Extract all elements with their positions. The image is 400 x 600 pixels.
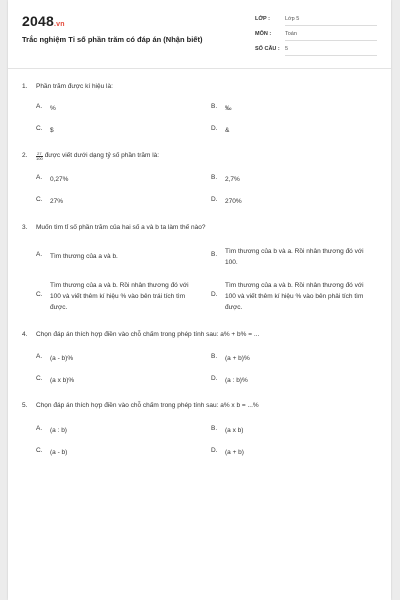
option-text: 27% — [50, 198, 64, 205]
count-value: 5 — [285, 46, 289, 52]
question-5 — [22, 402, 377, 409]
option-text: (a - b) — [50, 449, 68, 456]
worksheet-page — [8, 0, 391, 600]
option-letter: C. — [36, 291, 43, 298]
option-text: 270% — [225, 198, 242, 205]
logo-text: 2048 — [22, 13, 54, 29]
option-letter: D. — [211, 125, 218, 132]
option-letter: A. — [36, 425, 43, 432]
option-text: % — [50, 105, 56, 112]
option-letter: D. — [211, 196, 218, 203]
option-text: (a : b) — [50, 427, 67, 434]
option-letter: D. — [211, 291, 218, 298]
class-value: Lớp 5 — [285, 16, 300, 22]
question-number: 3. — [22, 224, 28, 231]
question-number: 2. — [22, 152, 28, 159]
option-letter: A. — [36, 174, 43, 181]
count-label: SỐ CÂU : — [255, 46, 280, 52]
option-text: (a : b)% — [225, 377, 248, 384]
class-underline — [285, 25, 377, 26]
option-letter: B. — [211, 251, 218, 258]
option-text: $ — [50, 127, 54, 134]
question-3 — [22, 224, 377, 231]
option-text: (a + b)% — [225, 355, 250, 362]
question-4 — [22, 331, 377, 338]
option-text: (a + b) — [225, 449, 244, 456]
option-text: (a x b) — [225, 427, 244, 434]
option-text: 0,27% — [50, 176, 69, 183]
question-number: 1. — [22, 83, 28, 90]
option-letter: D. — [211, 447, 218, 454]
question-number: 4. — [22, 331, 28, 338]
logo-tld: .vn — [53, 21, 65, 28]
question-number: 5. — [22, 402, 28, 409]
question-1 — [22, 83, 377, 90]
option-text: ‰ — [225, 105, 232, 112]
option-letter: D. — [211, 375, 218, 382]
worksheet-title: Trắc nghiệm Tỉ số phần trăm có đáp án (Nhận biết) — [22, 35, 203, 44]
option-letter: C. — [36, 375, 43, 382]
option-letter: A. — [36, 103, 43, 110]
option-letter: C. — [36, 447, 43, 454]
option-text: Tìm thương của a và b. Rồi nhân thương đó với 100 và viết thêm kí hiệu % vào bên trái tích tìm được. — [50, 282, 189, 311]
count-underline — [285, 55, 377, 56]
option-text: Tìm thương của a và b. — [50, 253, 118, 260]
option-letter: B. — [211, 174, 218, 181]
option-letter: A. — [36, 251, 43, 258]
option-letter: A. — [36, 353, 43, 360]
option-letter: B. — [211, 353, 218, 360]
question-text: Muốn tìm tỉ số phần trăm của hai số a và b ta làm thế nào? — [36, 224, 206, 231]
subject-underline — [285, 40, 377, 41]
fraction — [36, 152, 43, 161]
class-label: LỚP : — [255, 16, 270, 22]
option-letter: B. — [211, 425, 218, 432]
option-text: (a - b)% — [50, 355, 74, 362]
question-text: Chọn đáp án thích hợp điền vào chỗ chấm trong phép tính sau: a% + b% = ... — [36, 331, 260, 338]
worksheet-header — [8, 0, 391, 68]
option-text: 2,7% — [225, 176, 240, 183]
subject-label: MÔN : — [255, 31, 272, 37]
question-2 — [22, 152, 377, 161]
option-letter: C. — [36, 196, 43, 203]
subject-value: Toán — [285, 31, 297, 37]
question-text: Chọn đáp án thích hợp điền vào chỗ chấm trong phép tính sau: a% x b = ...% — [36, 402, 259, 409]
option-text: & — [225, 127, 230, 134]
option-text: Tìm thương của b và a. Rồi nhân thương đó với 100. — [225, 248, 364, 266]
fraction-denominator: 100 — [36, 156, 43, 161]
option-text: (a x b)% — [50, 377, 75, 384]
site-logo[interactable] — [22, 13, 65, 29]
header-divider — [8, 68, 391, 69]
option-text: Tìm thương của a và b. Rồi nhân thương đó với 100 và viết thêm kí hiệu % vào bên phải tích tìm được. — [225, 282, 364, 311]
option-letter: C. — [36, 125, 43, 132]
question-text: Phần trăm được kí hiệu là: — [36, 83, 113, 90]
question-text: được viết dưới dạng tỷ số phần trăm là: — [44, 152, 160, 159]
option-letter: B. — [211, 103, 218, 110]
fraction-numerator: 27 — [37, 151, 42, 156]
